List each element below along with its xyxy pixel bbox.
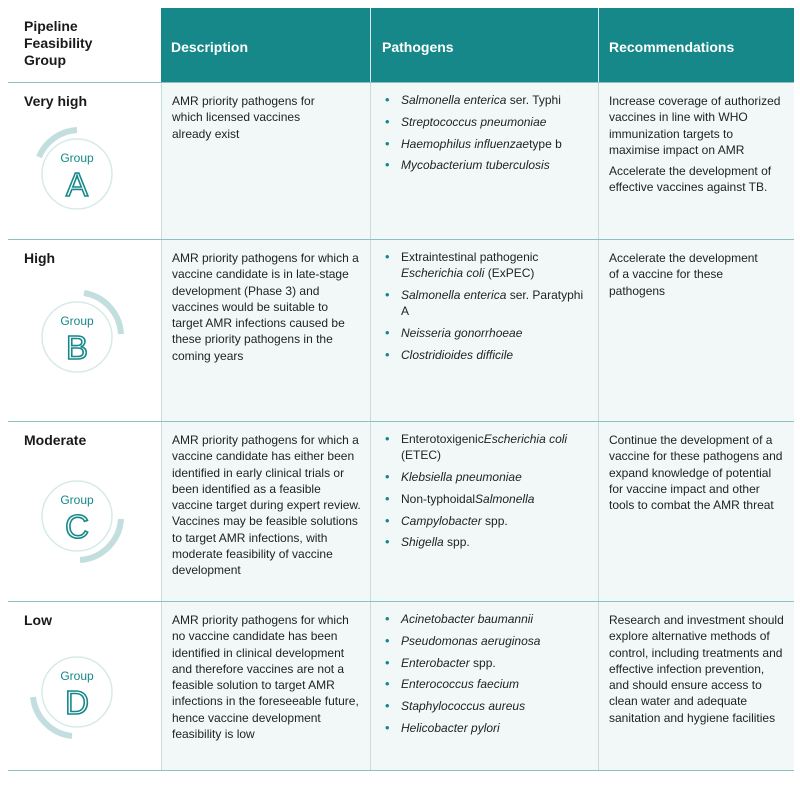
badge-label: Group xyxy=(60,314,94,328)
recommendation-text: Continue the development of a vaccine for these pathogens and expand knowledge of potential for vaccine impact and other tools to combat the AMR threat xyxy=(609,433,783,513)
group-cell xyxy=(8,602,161,770)
table-row xyxy=(8,601,794,771)
group-cell xyxy=(8,83,161,239)
list-item: • Salmonella enterica ser. Typhi xyxy=(385,92,561,107)
badge-letter: B xyxy=(65,329,89,366)
feasibility-table xyxy=(8,8,794,742)
list-item: • Non-typhoidalSalmonella xyxy=(385,490,535,506)
bullet-icon: • xyxy=(385,676,390,692)
list-item: • Salmonella enterica ser. Paratyphi A xyxy=(385,287,584,319)
header-description: Description xyxy=(171,39,249,55)
group-a-badge xyxy=(22,119,132,229)
list-item: • Helicobacter pylori xyxy=(385,719,500,735)
list-item: • Staphylococcus aureus xyxy=(385,698,526,714)
group-d-badge xyxy=(22,637,132,747)
header-feasibility-group xyxy=(8,8,161,82)
list-item: • Campylobacter spp. xyxy=(385,512,508,528)
bullet-icon: • xyxy=(385,512,390,528)
pathogen-list xyxy=(383,249,592,369)
bullet-icon: • xyxy=(385,469,390,485)
bullet-icon: • xyxy=(385,431,390,446)
list-item: • Haemophilus influenzaetype b xyxy=(385,135,562,151)
table-row xyxy=(8,421,794,601)
bullet-icon: • xyxy=(385,287,390,303)
recommendations-cell xyxy=(598,240,794,421)
header-line: Group xyxy=(24,52,66,68)
description-text: AMR priority pathogens for which no vaccine candidate has been identified in clinical development and therefore vaccines are not a feasible solution to target AMR infections in the foreseeable future, hence vaccine development feasibility is low xyxy=(172,613,359,742)
bullet-icon: • xyxy=(385,135,390,151)
pathogen-list xyxy=(383,92,592,179)
bullet-icon: • xyxy=(385,654,390,670)
badge-label: Group xyxy=(60,669,94,683)
bullet-icon: • xyxy=(385,249,390,264)
description-cell xyxy=(161,83,370,239)
list-item: • Enterobacter spp. xyxy=(385,654,496,670)
list-item: • EnterotoxigenicEscherichia coli (ETEC) xyxy=(385,431,568,463)
recommendation-text: Research and investment should explore alternative methods of control, including treatments and effective infection prevention, and should ensure access to clean water and adequate sanitation and hygiene facilities xyxy=(609,613,784,725)
badge-letter: D xyxy=(65,684,89,721)
bullet-icon: • xyxy=(385,157,390,173)
table-header xyxy=(8,8,794,82)
pathogen-list xyxy=(383,431,592,556)
bullet-icon: • xyxy=(385,92,390,107)
list-item: • Extraintestinal pathogenic Escherichia coli (ExPEC) xyxy=(385,249,539,281)
list-item: • Clostridioides difficile xyxy=(385,346,514,362)
feasibility-level: Moderate xyxy=(24,432,87,448)
bullet-icon: • xyxy=(385,325,390,341)
group-c-badge xyxy=(22,461,132,571)
feasibility-level: High xyxy=(24,250,56,266)
table-row xyxy=(8,82,794,239)
recommendation-text: Increase coverage of authorized vaccines in line with WHO immunization targets to maximise impact on AMR xyxy=(609,94,781,157)
pathogen-list xyxy=(383,611,592,742)
recommendations-cell xyxy=(598,602,794,770)
description-text: AMR priority pathogens for which a vaccine candidate has either been identified in early clinical trials or been identified as a feasible vaccine target during expert review. Vaccines may be feasible solutions to target AMR infections, with moderate feasibility of vaccine development xyxy=(172,433,361,578)
header-pathogens: Pathogens xyxy=(370,8,598,82)
recommendation-text: Accelerate the development of effective vaccines against TB. xyxy=(609,164,772,195)
header-line: Feasibility xyxy=(24,35,93,51)
list-item: • Pseudomonas aeruginosa xyxy=(385,632,541,648)
badge-letter: A xyxy=(65,166,89,203)
bullet-icon: • xyxy=(385,632,390,648)
description-cell xyxy=(161,240,370,421)
list-item: • Klebsiella pneumoniae xyxy=(385,469,522,485)
group-cell xyxy=(8,240,161,421)
description-text: AMR priority pathogens for which licensed vaccines already exist xyxy=(172,94,315,141)
bullet-icon: • xyxy=(385,113,390,129)
bullet-icon: • xyxy=(385,534,390,550)
pathogens-cell xyxy=(370,240,598,421)
feasibility-level: Very high xyxy=(24,93,88,109)
badge-label: Group xyxy=(60,493,94,507)
list-item: • Streptococcus pneumoniae xyxy=(385,113,547,129)
header-line: Pipeline xyxy=(24,18,78,34)
bullet-icon: • xyxy=(385,698,390,714)
feasibility-level: Low xyxy=(24,612,52,628)
bullet-icon: • xyxy=(385,611,390,626)
pathogens-cell xyxy=(370,602,598,770)
description-text: AMR priority pathogens for which a vaccine candidate is in late-stage development (Phase 3) and vaccines would be suitable to target AMR infections caused be these priority pathogens in the coming years xyxy=(172,251,359,363)
list-item: • Enterococcus faecium xyxy=(385,676,520,692)
recommendations-cell xyxy=(598,422,794,601)
list-item: • Acinetobacter baumannii xyxy=(385,611,534,626)
bullet-icon: • xyxy=(385,490,390,506)
header-band xyxy=(161,8,794,82)
header-recommendations: Recommendations xyxy=(598,8,794,82)
description-cell xyxy=(161,422,370,601)
list-item: • Mycobacterium tuberculosis xyxy=(385,157,550,173)
badge-letter: C xyxy=(65,508,89,545)
pathogens-cell xyxy=(370,83,598,239)
pathogens-cell xyxy=(370,422,598,601)
group-cell xyxy=(8,422,161,601)
list-item: • Neisseria gonorrhoeae xyxy=(385,325,523,341)
recommendation-text: Accelerate the development of a vaccine for these pathogens xyxy=(609,251,758,298)
description-cell xyxy=(161,602,370,770)
bullet-icon: • xyxy=(385,346,390,362)
bullet-icon: • xyxy=(385,719,390,735)
recommendations-cell xyxy=(598,83,794,239)
group-b-badge xyxy=(22,282,132,392)
table-row xyxy=(8,239,794,421)
list-item: • Shigella spp. xyxy=(385,534,470,550)
badge-label: Group xyxy=(60,151,94,165)
